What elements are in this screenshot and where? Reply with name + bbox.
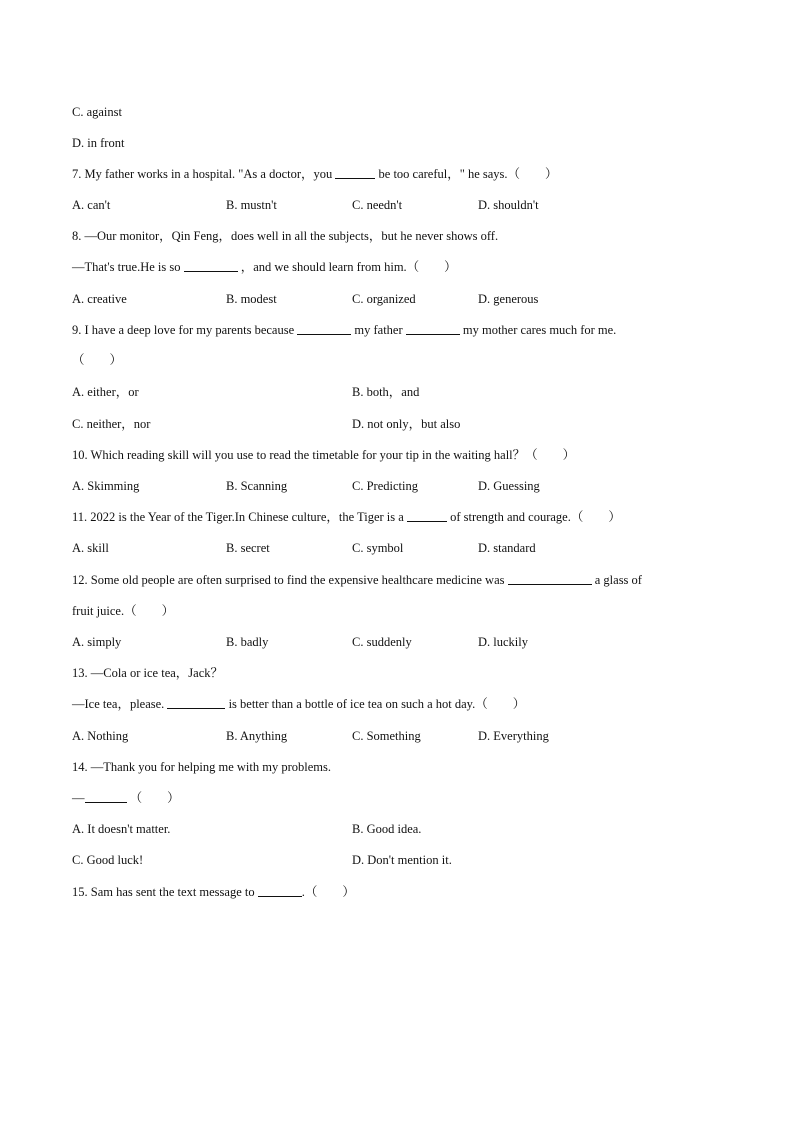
- q8-line2-text-a: —That's true.He is so: [72, 260, 181, 274]
- q8-line2-text-b: ，and we should learn from him.（ ）: [240, 260, 457, 274]
- q12-option-d: D. luckily: [478, 635, 528, 649]
- q10-option-c: C. Predicting: [352, 479, 418, 493]
- q9-stem-text-a: 9. I have a deep love for my parents because: [72, 323, 295, 337]
- q14-option-c: C. Good luck!: [72, 853, 144, 867]
- q12-option-c: C. suddenly: [352, 635, 412, 649]
- q14-option-a: A. It doesn't matter.: [72, 822, 171, 836]
- q10-option-a: A. Skimming: [72, 479, 140, 493]
- q9-option-b: B. both，and: [352, 385, 420, 399]
- answer-blank: [508, 572, 592, 585]
- q15-stem-text-b: .（ ）: [301, 885, 355, 899]
- q13-line2-text-b: is better than a bottle of ice tea on such a hot day.（ ）: [228, 697, 526, 711]
- answer-blank: [85, 790, 127, 803]
- q12-option-a: A. simply: [72, 635, 122, 649]
- q13-line2: [72, 696, 525, 712]
- q14-option-d: D. Don't mention it.: [352, 853, 452, 867]
- q7-option-c: C. needn't: [352, 198, 403, 212]
- q8-option-a: A. creative: [72, 292, 127, 306]
- q14-line2: [72, 790, 180, 806]
- q15-stem-text-a: 15. Sam has sent the text message to: [72, 885, 255, 899]
- q9-stem-text-c: my mother cares much for me.: [462, 323, 617, 337]
- q6-option-d: D. in front: [72, 136, 125, 150]
- answer-blank: [258, 884, 302, 897]
- q14-line2-text-a: —: [72, 791, 85, 805]
- q7-option-d: D. shouldn't: [478, 198, 539, 212]
- q13-option-b: B. Anything: [226, 729, 288, 743]
- q14-line2-text-b: （ ）: [129, 791, 180, 805]
- q14-option-b: B. Good idea.: [352, 822, 422, 836]
- q10-stem: 10. Which reading skill will you use to read the timetable for your tip in the waiting hall？（ ）: [72, 448, 576, 462]
- q10-option-b: B. Scanning: [226, 479, 288, 493]
- answer-blank: [407, 509, 447, 522]
- q13-option-c: C. Something: [352, 729, 421, 743]
- q7-stem-text-b: be too careful，" he says.（ ）: [378, 167, 558, 181]
- q11-option-a: A. skill: [72, 541, 109, 555]
- q10-option-d: D. Guessing: [478, 479, 540, 493]
- q6-option-c: C. against: [72, 105, 122, 119]
- q11-option-d: D. standard: [478, 541, 536, 555]
- q14-line1: 14. —Thank you for helping me with my problems.: [72, 760, 331, 774]
- answer-blank: [184, 259, 238, 272]
- q9-option-c: C. neither，nor: [72, 417, 151, 431]
- q7-stem-text-a: 7. My father works in a hospital. "As a doctor，you: [72, 167, 333, 181]
- q12-stem-line2: fruit juice.（ ）: [72, 604, 175, 618]
- q12-stem-text-a: 12. Some old people are often surprised to find the expensive healthcare medicine was: [72, 573, 505, 587]
- q11-stem-text-a: 11. 2022 is the Year of the Tiger.In Chinese culture，the Tiger is a: [72, 510, 404, 524]
- q11-stem: [72, 509, 621, 525]
- q12-option-b: B. badly: [226, 635, 269, 649]
- q12-stem-text-b: a glass of: [594, 573, 642, 587]
- answer-blank: [406, 322, 460, 335]
- q13-line1: 13. —Cola or ice tea，Jack？: [72, 666, 223, 680]
- q9-stem-bracket: （ ）: [72, 353, 123, 367]
- q11-option-c: C. symbol: [352, 541, 404, 555]
- answer-blank: [167, 696, 225, 709]
- q11-stem-text-b: of strength and courage.（ ）: [450, 510, 621, 524]
- q8-line1: 8. —Our monitor，Qin Feng，does well in all the subjects，but he never shows off.: [72, 229, 499, 243]
- answer-blank: [297, 322, 351, 335]
- q8-option-c: C. organized: [352, 292, 416, 306]
- q7-option-a: A. can't: [72, 198, 111, 212]
- q9-option-d: D. not only，but also: [352, 417, 461, 431]
- q12-stem: [72, 572, 642, 588]
- q9-stem: [72, 322, 616, 338]
- q11-option-b: B. secret: [226, 541, 270, 555]
- q15-stem: [72, 884, 355, 900]
- q9-stem-text-b: my father: [354, 323, 403, 337]
- q7-stem: [72, 166, 558, 182]
- q8-line2: [72, 259, 457, 275]
- q13-line2-text-a: —Ice tea，please.: [72, 697, 165, 711]
- answer-blank: [335, 166, 375, 179]
- q13-option-a: A. Nothing: [72, 729, 129, 743]
- q13-option-d: D. Everything: [478, 729, 549, 743]
- q7-option-b: B. mustn't: [226, 198, 277, 212]
- q9-option-a: A. either，or: [72, 385, 139, 399]
- q8-option-b: B. modest: [226, 292, 277, 306]
- q8-option-d: D. generous: [478, 292, 539, 306]
